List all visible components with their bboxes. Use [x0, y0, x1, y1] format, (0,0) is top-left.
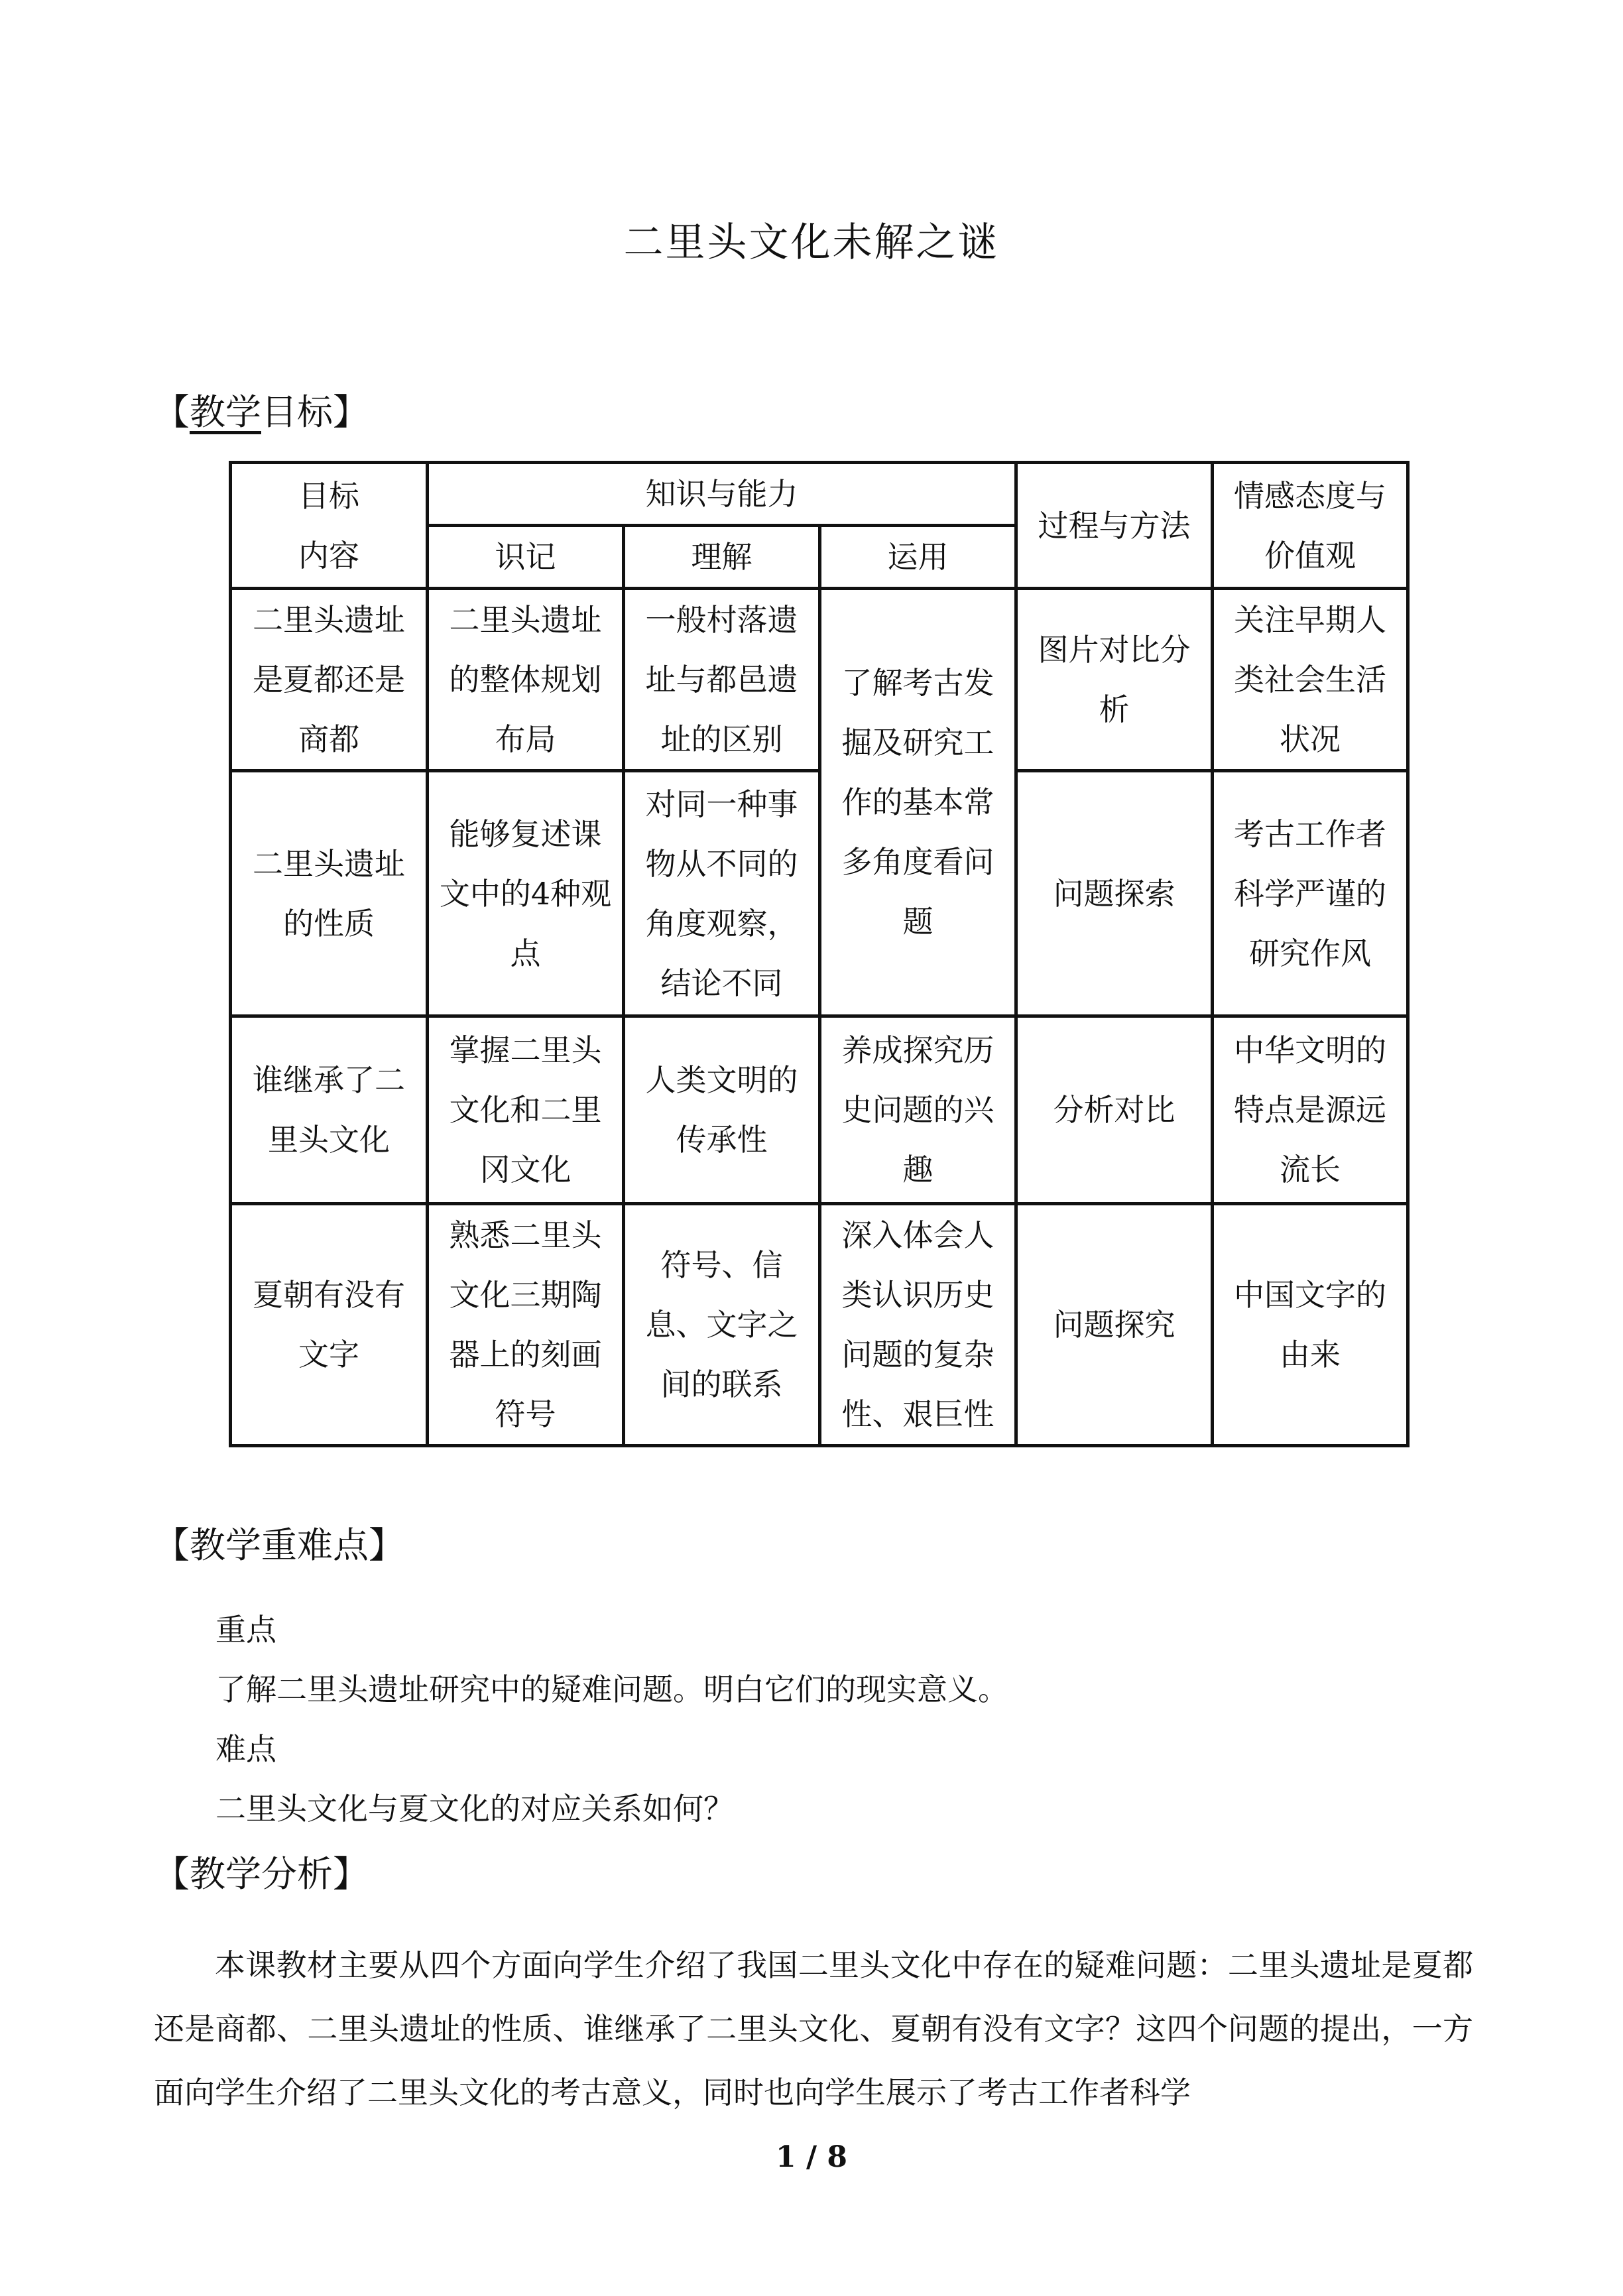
- table-row: [231, 771, 1408, 1016]
- header-recall: 识记: [428, 526, 624, 589]
- document-title: 二里头文化未解之谜: [623, 219, 1000, 266]
- table-row: [231, 1204, 1408, 1446]
- cell-understand: 人类文明的传承性: [624, 1016, 820, 1204]
- header-process: 过程与方法: [1016, 463, 1213, 589]
- cell-content: 二里头遗址是夏都还是商都: [231, 589, 428, 771]
- header-understand: 理解: [624, 526, 820, 589]
- cell-recall: 二里头遗址的整体规划布局: [428, 589, 624, 771]
- cell-emotion: 关注早期人类社会生活状况: [1213, 589, 1408, 771]
- table-row: [231, 1016, 1408, 1204]
- analysis-heading: 【教学分析】: [154, 1853, 369, 1895]
- table-row: [231, 589, 1408, 771]
- objectives-heading: 【教学目标】: [154, 391, 369, 433]
- cell-understand: 一般村落遗址与都邑遗址的区别: [624, 589, 820, 771]
- cell-recall: 能够复述课文中的4种观点: [428, 771, 624, 1016]
- focus-text: 了解二里头遗址研究中的疑难问题。明白它们的现实意义。: [215, 1671, 1008, 1707]
- keypoints-heading: 【教学重难点】: [154, 1524, 404, 1566]
- header-emotion: 情感态度与价值观: [1213, 463, 1408, 589]
- cell-emotion: 考古工作者科学严谨的研究作风: [1213, 771, 1408, 1016]
- cell-recall: 熟悉二里头文化三期陶器上的刻画符号: [428, 1204, 624, 1446]
- cell-content: 夏朝有没有文字: [231, 1204, 428, 1446]
- cell-understand: 对同一种事物从不同的角度观察，结论不同: [624, 771, 820, 1016]
- cell-emotion: 中国文字的由来: [1213, 1204, 1408, 1446]
- cell-apply: 养成探究历史问题的兴趣: [820, 1016, 1016, 1204]
- page-number: 1 / 8: [776, 2140, 847, 2174]
- cell-process: 问题探究: [1016, 1204, 1213, 1446]
- header-target-content: 目标 内容: [231, 463, 428, 589]
- difficulty-text: 二里头文化与夏文化的对应关系如何？: [215, 1791, 734, 1827]
- objectives-table: [229, 461, 1410, 1447]
- cell-process: 图片对比分析: [1016, 589, 1213, 771]
- cell-understand: 符号、信息、文字之间的联系: [624, 1204, 820, 1446]
- header-knowledge: 知识与能力: [428, 463, 1016, 526]
- difficulty-label: 难点: [215, 1731, 276, 1767]
- cell-apply: 深入体会人类认识历史问题的复杂性、艰巨性: [820, 1204, 1016, 1446]
- cell-apply: 了解考古发掘及研究工作的基本常多角度看问题: [820, 589, 1016, 1016]
- cell-content: 谁继承了二里头文化: [231, 1016, 428, 1204]
- focus-label: 重点: [215, 1612, 276, 1648]
- cell-emotion: 中华文明的特点是源远流长: [1213, 1016, 1408, 1204]
- table-header-row: [231, 463, 1408, 526]
- cell-recall: 掌握二里头文化和二里冈文化: [428, 1016, 624, 1204]
- cell-process: 问题探索: [1016, 771, 1213, 1016]
- cell-process: 分析对比: [1016, 1016, 1213, 1204]
- analysis-paragraph: 本课教材主要从四个方面向学生介绍了我国二里头文化中存在的疑难问题：二里头遗址是夏都还是商都、二里头遗址的性质、谁继承了二里头文化、夏朝有没有文字？这四个问题的提出，一方面向学生介绍了二里头文化的考古意义，同时也向学生展示了考古工作者科学: [154, 1947, 1473, 2110]
- cell-content: 二里头遗址的性质: [231, 771, 428, 1016]
- header-apply: 运用: [820, 526, 1016, 589]
